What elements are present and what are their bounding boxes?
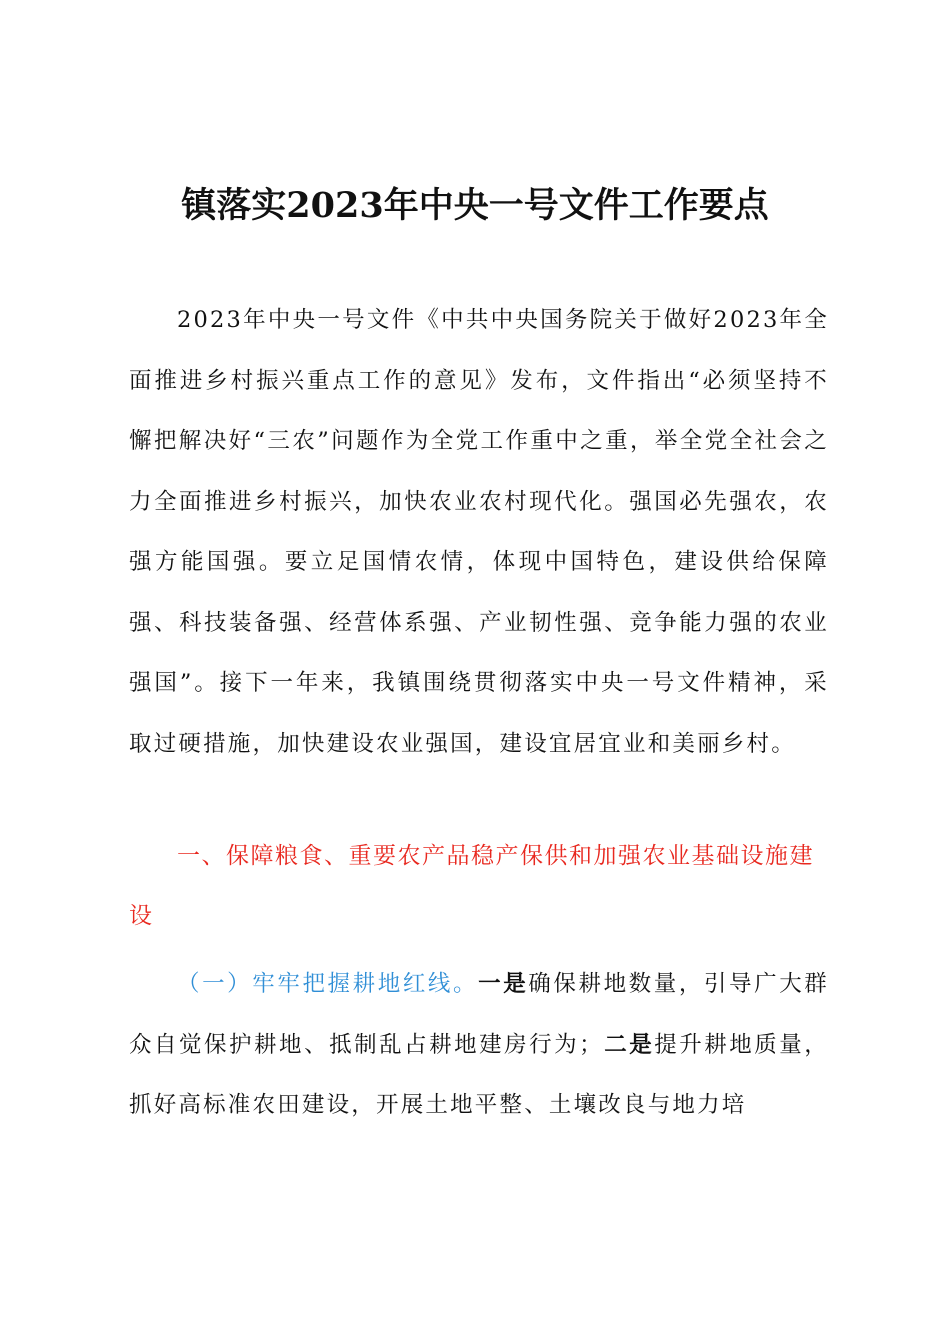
paragraph-text-second: 提升耕地质量，抓好高标准农田建设，开展土地平整、土壤改良与地力培 <box>129 1031 829 1118</box>
paragraph-text-first: 确保耕地数量，引导广大群众自觉保护耕地、抵制乱占耕地建房行为； <box>129 971 830 1058</box>
document-title: 镇落实2023年中央一号文件工作要点 <box>181 185 769 226</box>
subsection-heading: （一）牢牢把握耕地红线。 <box>177 971 479 997</box>
lead-marker-first: 一是 <box>478 971 529 997</box>
section-heading-1: 一、保障粮食、重要农产品稳产保供和加强农业基础设施建设 <box>129 843 814 929</box>
lead-marker-second: 二是 <box>603 1031 655 1058</box>
subsection-paragraph-1 <box>129 954 829 1136</box>
intro-paragraph: 2023年中央一号文件《中共中央国务院关于做好2023年全面推进乡村振兴重点工作的意见》发布，文件指出“必须坚持不懈把解决好“三农”问题作为全党工作重中之重，举全党全社会之力全面推进乡村振兴，加快农业农村现代化。强国必先强农，农强方能国强。要立足国情农情，体现中国特色，建设供给保障强、科技装备强、经营体系强、产业韧性强、竞争能力强的农业强国”。接下一年来，我镇围绕贯彻落实中央一号文件精神，采取过硬措施，加快建设农业强国，建设宜居宜业和美丽乡村。 <box>129 307 829 757</box>
